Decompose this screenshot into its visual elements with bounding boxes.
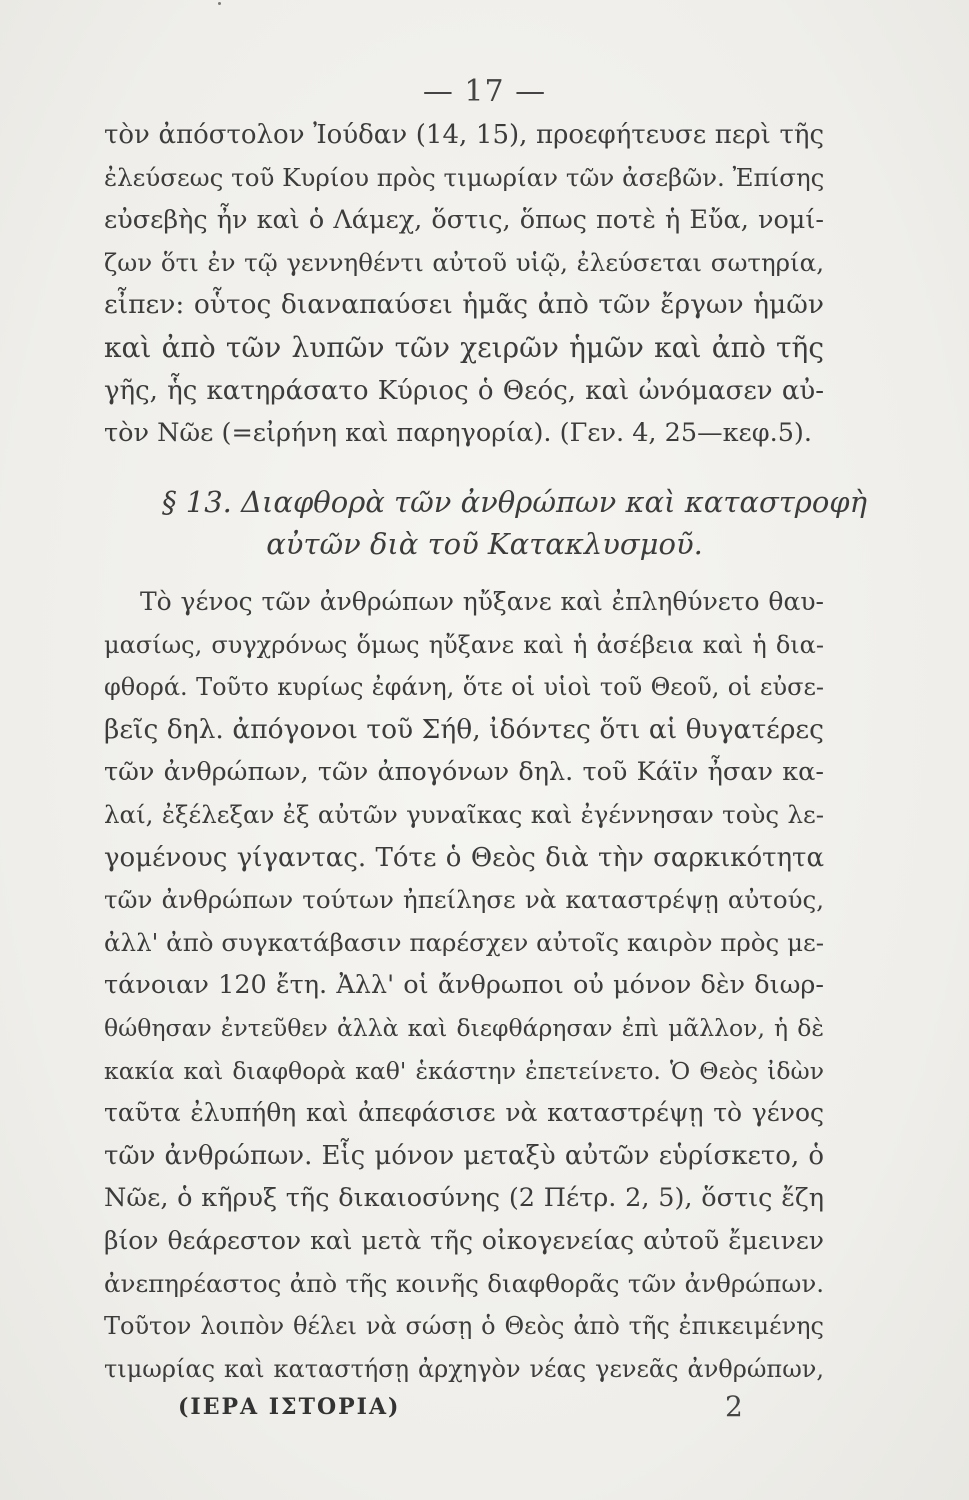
text-line: ζων ὅτι ἐν τῷ γεννηθέντι αὐτοῦ υἱῷ, ἐλεύσεται σωτηρία, <box>104 247 824 277</box>
text-line: τὸν ἀπόστολον Ἰούδαν (14, 15), προεφήτευσε περὶ τῆς <box>104 120 824 150</box>
text-line: τῶν ἀνθρώπων. Εἷς μόνον μεταξὺ αὐτῶν εὑρίσκετο, ὁ <box>104 1140 824 1171</box>
paragraph-1 <box>104 114 824 455</box>
text-line: βίον θεάρεστον καὶ μετὰ τῆς οἰκογενείας αὐτοῦ ἔμεινεν <box>104 1225 824 1255</box>
print-speck <box>218 2 221 5</box>
text-line: Τὸ γένος τῶν ἀνθρώπων ηὔξανε καὶ ἐπληθύνετο θαυ- <box>140 587 824 616</box>
text-line: Τοῦτον λοιπὸν θέλει νὰ σώσῃ ὁ Θεὸς ἀπὸ τῆς ἐπικειμένης <box>104 1312 824 1341</box>
section-heading-line-1 <box>30 485 969 519</box>
footer-signature-mark: 2 <box>725 1390 743 1423</box>
text-line: γομένους γίγαντας. Τότε ὁ Θεὸς διὰ τὴν σαρκικότητα <box>104 842 824 873</box>
text-line: τῶν ἀνθρώπων τούτων ἠπείλησε νὰ καταστρέψῃ αὐτούς, <box>104 885 824 915</box>
text-line: ἐλεύσεως τοῦ Κυρίου πρὸς τιμωρίαν τῶν ἀσεβῶν. Ἐπίσης <box>104 162 824 192</box>
text-line: εἶπεν: οὗτος διαναπαύσει ἡμᾶς ἀπὸ τῶν ἔργων ἡμῶν <box>104 289 824 321</box>
text-line: ἀλλ' ἀπὸ συγκατάβασιν παρέσχεν αὐτοῖς καιρὸν πρὸς με- <box>104 927 824 957</box>
footer-book-title: (ΙΕΡΑ ΙΣΤΟΡΙΑ) <box>178 1394 401 1420</box>
text-line: φθορά. Τοῦτο κυρίως ἐφάνη, ὅτε οἱ υἱοὶ τοῦ Θεοῦ, οἱ εὐσε- <box>104 673 824 702</box>
text-line: θώθησαν ἐντεῦθεν ἀλλὰ καὶ διεφθάρησαν ἐπὶ μᾶλλον, ἡ δὲ <box>104 1013 824 1042</box>
text-line: τιμωρίας καὶ καταστήσῃ ἀρχηγὸν νέας γενεᾶς ἀνθρώπων, <box>104 1354 824 1383</box>
text-line: λαί, ἐξέλεξαν ἐξ αὐτῶν γυναῖκας καὶ ἐγέννησαν τοὺς λε- <box>104 799 824 829</box>
text-line: μασίως, συγχρόνως ὅμως ηὔξανε καὶ ἡ ἀσέβεια καὶ ἡ δια- <box>104 630 824 659</box>
text-line: Νῶε, ὁ κῆρυξ τῆς δικαιοσύνης (2 Πέτρ. 2, 5), ὅστις ἔζη <box>104 1183 824 1214</box>
text-line: εὐσεβὴς ἦν καὶ ὁ Λάμεχ, ὅστις, ὅπως ποτὲ ἡ Εὔα, νομί- <box>104 205 824 236</box>
section-heading-text: αὐτῶν διὰ τοῦ Κατακλυσμοῦ. <box>266 527 703 561</box>
text-line: τὸν Νῶε (=εἰρήνη καὶ παρηγορία). (Γεν. 4, 25—κεφ.5). <box>104 418 812 449</box>
page-number: — 17 — <box>422 74 547 109</box>
text-line: τῶν ἀνθρώπων, τῶν ἀπογόνων δηλ. τοῦ Κάϊν ἦσαν κα- <box>104 757 824 788</box>
section-heading-line-2 <box>0 527 969 561</box>
section-heading-text: § 13. Διαφθορὰ τῶν ἀνθρώπων καὶ καταστροφὴ <box>162 485 867 519</box>
text-line: ταῦτα ἐλυπήθη καὶ ἀπεφάσισε νὰ καταστρέψῃ τὸ γένος <box>104 1098 824 1128</box>
text-line: βεῖς δηλ. ἀπόγονοι τοῦ Σήθ, ἰδόντες ὅτι αἱ θυγατέρες <box>104 713 824 745</box>
text-line: κακία καὶ διαφθορὰ καθ' ἑκάστην ἐπετείνετο. Ὁ Θεὸς ἰδὼν <box>104 1056 824 1085</box>
text-line: τάνοιαν 120 ἔτη. Ἀλλ' οἱ ἄνθρωποι οὐ μόνον δὲν διωρ- <box>104 970 824 1001</box>
paragraph-2 <box>104 581 824 1390</box>
text-line: γῆς, ἧς κατηράσατο Κύριος ὁ Θεός, καὶ ὠνόμασεν αὐ- <box>104 375 824 406</box>
text-line: ἀνεπηρέαστος ἀπὸ τῆς κοινῆς διαφθορᾶς τῶν ἀνθρώπων. <box>104 1268 824 1298</box>
text-line: καὶ ἀπὸ τῶν λυπῶν τῶν χειρῶν ἡμῶν καὶ ἀπὸ τῆς <box>104 330 824 364</box>
